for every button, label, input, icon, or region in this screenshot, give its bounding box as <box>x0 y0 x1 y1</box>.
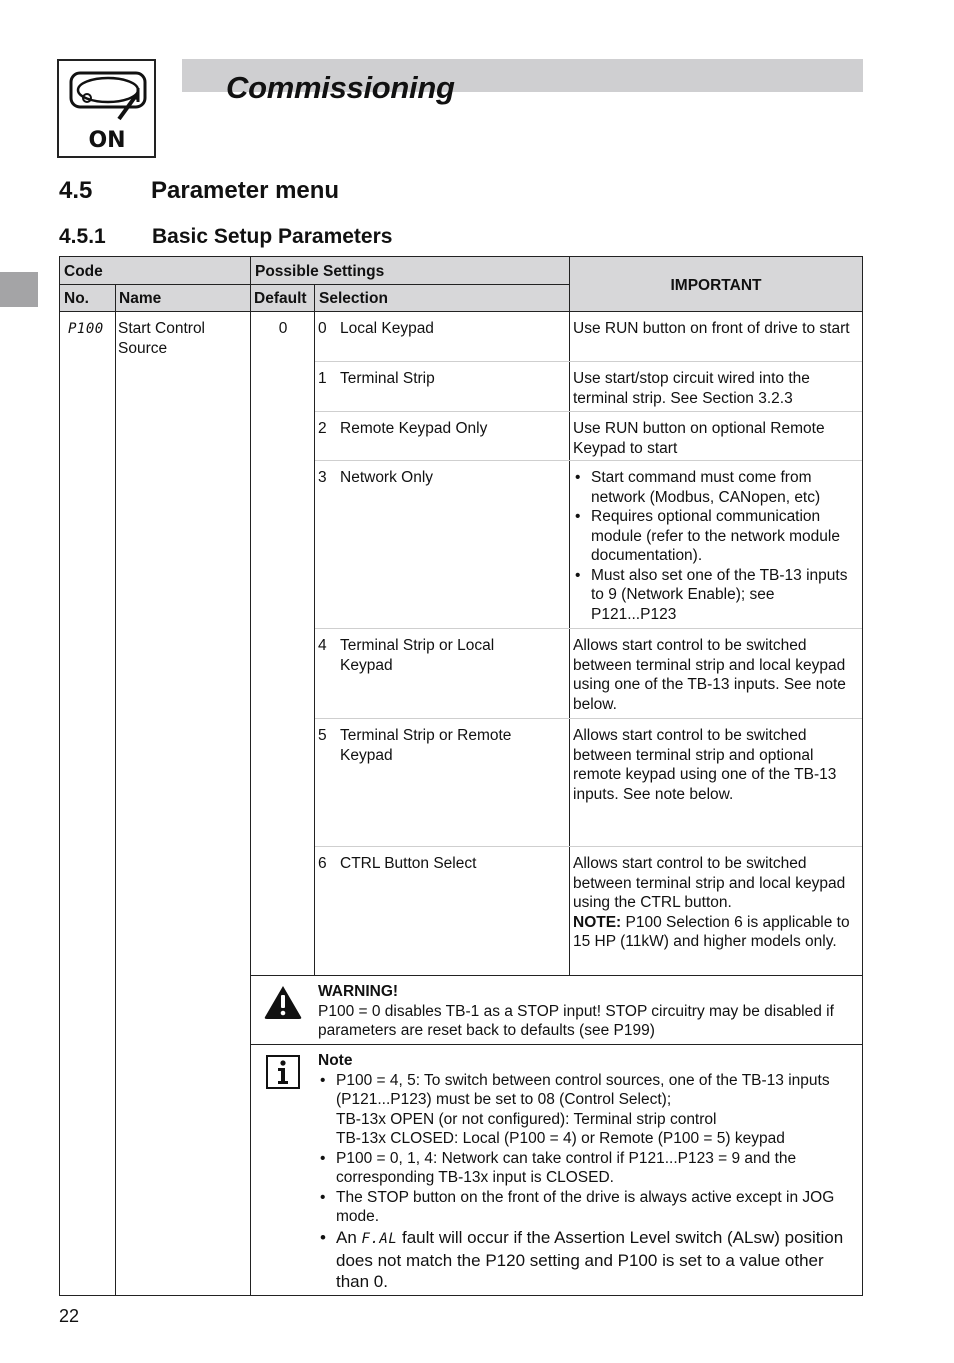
on-label: ON <box>88 128 126 153</box>
warning-text: WARNING! P100 = 0 disables TB-1 as a STOP input! STOP circuitry may be disabled if parameters are reset back to defaults (see P199) <box>318 983 834 1039</box>
header-possible-settings: Possible Settings <box>255 263 385 280</box>
header-no: No. <box>64 290 89 307</box>
important-row-0: Use RUN button on front of drive to start <box>573 320 850 337</box>
selection-row-3: 3 Network Only <box>318 469 434 486</box>
note-label: NOTE: <box>573 913 622 931</box>
bullet-item: • Must also set one of the TB-13 inputs to 9 (Network Enable); see P121...P123 <box>591 566 858 625</box>
info-icon <box>266 1055 300 1094</box>
selection-row-5: 5 Terminal Strip or Remote Keypad <box>318 727 512 764</box>
warning-icon <box>263 984 303 1025</box>
important-row-2: Use RUN button on optional Remote Keypad to start <box>573 420 825 457</box>
header-code: Code <box>64 263 103 280</box>
param-default: 0 <box>278 320 288 337</box>
note-bullet: • The STOP button on the front of the drive is always active except in JOG mode. <box>336 1188 858 1227</box>
parameter-table <box>59 256 863 1296</box>
note-bullet: • P100 = 4, 5: To switch between control sources, one of the TB-13 inputs (P121...P123) must be set to 08 (Control Select); TB-13x OPEN (or not configured): Terminal strip control TB-13x CLOSED: Local (P100 = 4) or Remote (P100 = 5) keypad <box>336 1071 858 1149</box>
subsection-title: Basic Setup Parameters <box>152 225 393 248</box>
selection-row-0: 0 Local Keypad <box>318 320 434 337</box>
important-row-4: Allows start control to be switched between terminal strip and local keypad using one of the TB-13 inputs. See note below. <box>573 637 846 713</box>
note-bullet: • An F.AL fault will occur if the Assertion Level switch (ALsw) position does not match the P120 setting and P100 is set to a value other than 0. <box>336 1227 858 1292</box>
note-text <box>318 1051 858 1292</box>
selection-row-6: 6 CTRL Button Select <box>318 855 477 872</box>
param-code: P100 <box>68 321 104 337</box>
subsection-heading <box>59 225 392 249</box>
section-heading <box>59 177 339 205</box>
page-title: Commissioning <box>226 70 455 105</box>
selection-row-2: 2 Remote Keypad Only <box>318 420 488 437</box>
important-row-6: Allows start control to be switched between terminal strip and local keypad using the CTRL button. NOTE: P100 Selection 6 is applicable to 15 HP (11kW) and higher models only. <box>573 855 850 950</box>
important-row-1: Use start/stop circuit wired into the terminal strip. See Section 3.2.3 <box>573 370 810 407</box>
note-bullet: • P100 = 0, 1, 4: Network can take control if P121...P123 = 9 and the corresponding TB-13x input is CLOSED. <box>336 1149 858 1188</box>
selection-row-4: 4 Terminal Strip or Local Keypad <box>318 637 495 674</box>
warning-title: WARNING! <box>318 983 399 1000</box>
header-important: IMPORTANT <box>670 277 762 294</box>
selection-row-1: 1 Terminal Strip <box>318 370 435 387</box>
important-row-5: Allows start control to be switched between terminal strip and optional remote keypad using one of the TB-13 inputs. See note below. <box>573 727 837 803</box>
on-switch-icon <box>57 59 156 158</box>
bullet-item: • Requires optional communication module (refer to the network module documentation). <box>591 507 858 566</box>
subsection-number: 4.5.1 <box>59 225 106 248</box>
header-name: Name <box>119 290 162 307</box>
important-row-3 <box>569 468 862 624</box>
header-default: Default <box>254 290 307 307</box>
page-number: 22 <box>59 1306 80 1326</box>
note-title: Note <box>318 1052 353 1069</box>
section-title: Parameter menu <box>151 177 340 204</box>
param-name: Start Control Source <box>118 320 206 357</box>
side-tab-marker <box>0 272 38 307</box>
header-selection: Selection <box>319 290 388 307</box>
bullet-item: • Start command must come from network (Modbus, CANopen, etc) <box>591 468 858 507</box>
section-number: 4.5 <box>59 177 93 204</box>
